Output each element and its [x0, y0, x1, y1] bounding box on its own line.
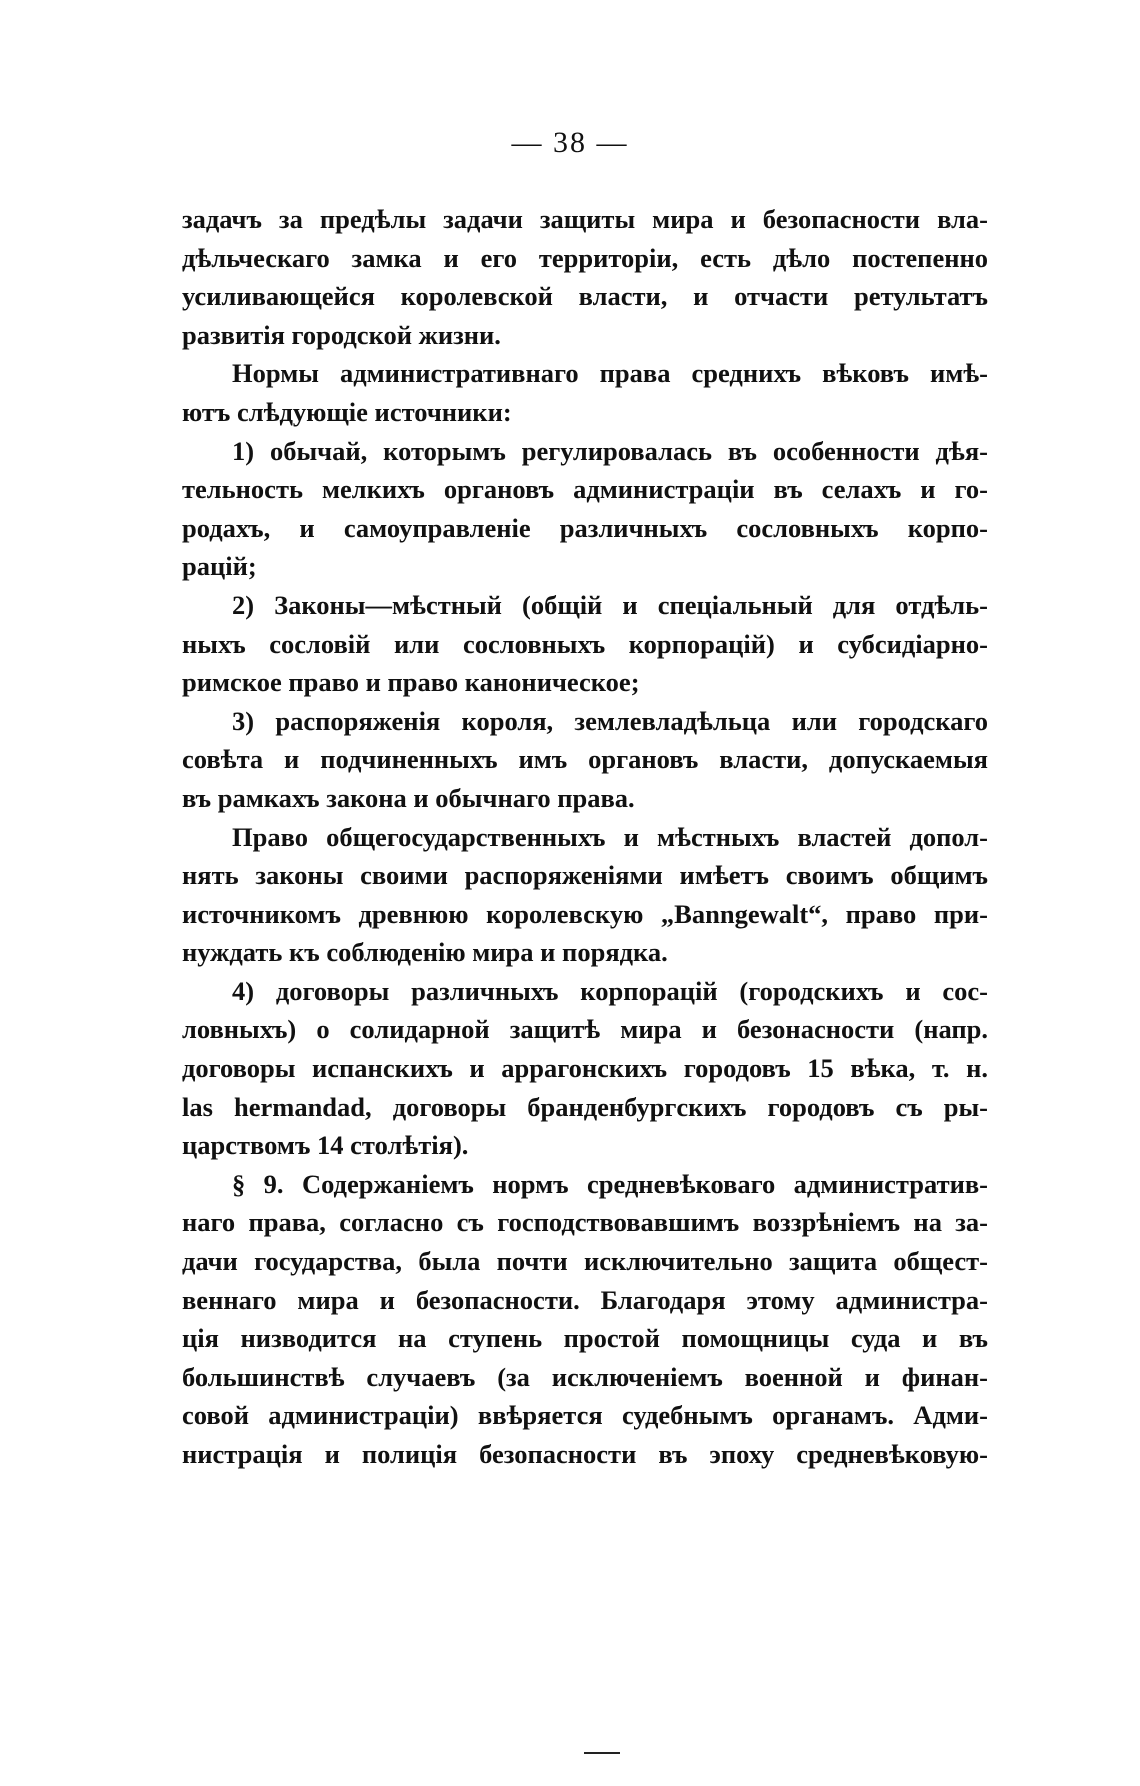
text-line: 4) договоры различныхъ корпорацій (городскихъ и сос-	[232, 975, 988, 1006]
text-line: совѣта и подчиненныхъ имъ органовъ власти, допускаемыя	[182, 744, 988, 775]
text-line: въ рамкахъ закона и обычнаго права.	[182, 782, 635, 813]
text-line: ютъ слѣдующіе источники:	[182, 396, 512, 427]
text-line: 1) обычай, которымъ регулировалась въ особенности дѣя-	[232, 435, 988, 466]
text-line: ловныхъ) о солидарной защитѣ мира и безонасности (напр.	[182, 1014, 988, 1045]
text-line: нять законы своими распоряженіями имѣетъ своимъ общимъ	[182, 860, 988, 891]
text-line: тельность мелкихъ органовъ администраціи въ селахъ и го-	[182, 474, 988, 505]
text-line: ція низводится на ступень простой помощницы суда и въ	[182, 1323, 988, 1354]
text-line: задачъ за предѣлы задачи защиты мира и безопасности вла-	[182, 204, 988, 234]
text-line: § 9. Содержаніемъ нормъ средневѣковаго административ-	[232, 1168, 988, 1199]
text-line: нистрація и полиція безопасности въ эпоху средневѣковую-	[182, 1439, 988, 1469]
text-line: развитія городской жизни.	[182, 319, 501, 350]
text-line: Право общегосударственныхъ и мѣстныхъ властей допол-	[232, 821, 988, 852]
page-number: — 38 —	[511, 126, 629, 159]
text-line: 2) Законы—мѣстный (общій и спеціальный для отдѣль-	[232, 589, 988, 620]
text-line: царствомъ 14 столѣтія).	[182, 1130, 469, 1161]
text-line: дачи государства, была почти исключительно защита общест-	[182, 1246, 988, 1277]
text-line: совой администраціи) ввѣряется судебнымъ органамъ. Адми-	[182, 1400, 988, 1431]
text-line: ныхъ сословій или сословныхъ корпорацій) и субсидіарно-	[182, 628, 988, 659]
text-line: родахъ, и самоуправленіе различныхъ сословныхъ корпо-	[182, 512, 988, 543]
text-line: веннаго мира и безопасности. Благодаря этому администра-	[182, 1284, 988, 1315]
text-line: наго права, согласно съ господствовавшимъ воззрѣніемъ на за-	[182, 1207, 988, 1238]
text-line: римское право и право каноническое;	[182, 667, 640, 698]
text-line: договоры испанскихъ и аррагонскихъ городовъ 15 вѣка, т. н.	[182, 1053, 988, 1084]
text-line: нуждать къ соблюденію мира и порядка.	[182, 937, 668, 968]
text-line: las hermandad, договоры бранденбургскихъ городовъ съ ры-	[182, 1091, 988, 1122]
text-line: дѣльческаго замка и его территоріи, есть дѣло постепенно	[182, 242, 988, 273]
text-line: источникомъ древнюю королевскую „Banngewalt“, право при-	[182, 898, 988, 929]
printer-mark	[584, 1752, 620, 1754]
body-text	[182, 200, 988, 1474]
text-line: 3) распоряженія короля, землевладѣльца или городскаго	[232, 705, 988, 736]
text-line: усиливающейся королевской власти, и отчасти ретультатъ	[182, 281, 988, 312]
text-line: Нормы административнаго права среднихъ вѣковъ имѣ-	[232, 358, 988, 389]
text-line: большинствѣ случаевъ (за исключеніемъ военной и финан-	[182, 1361, 988, 1392]
text-line: рацій;	[182, 551, 257, 582]
